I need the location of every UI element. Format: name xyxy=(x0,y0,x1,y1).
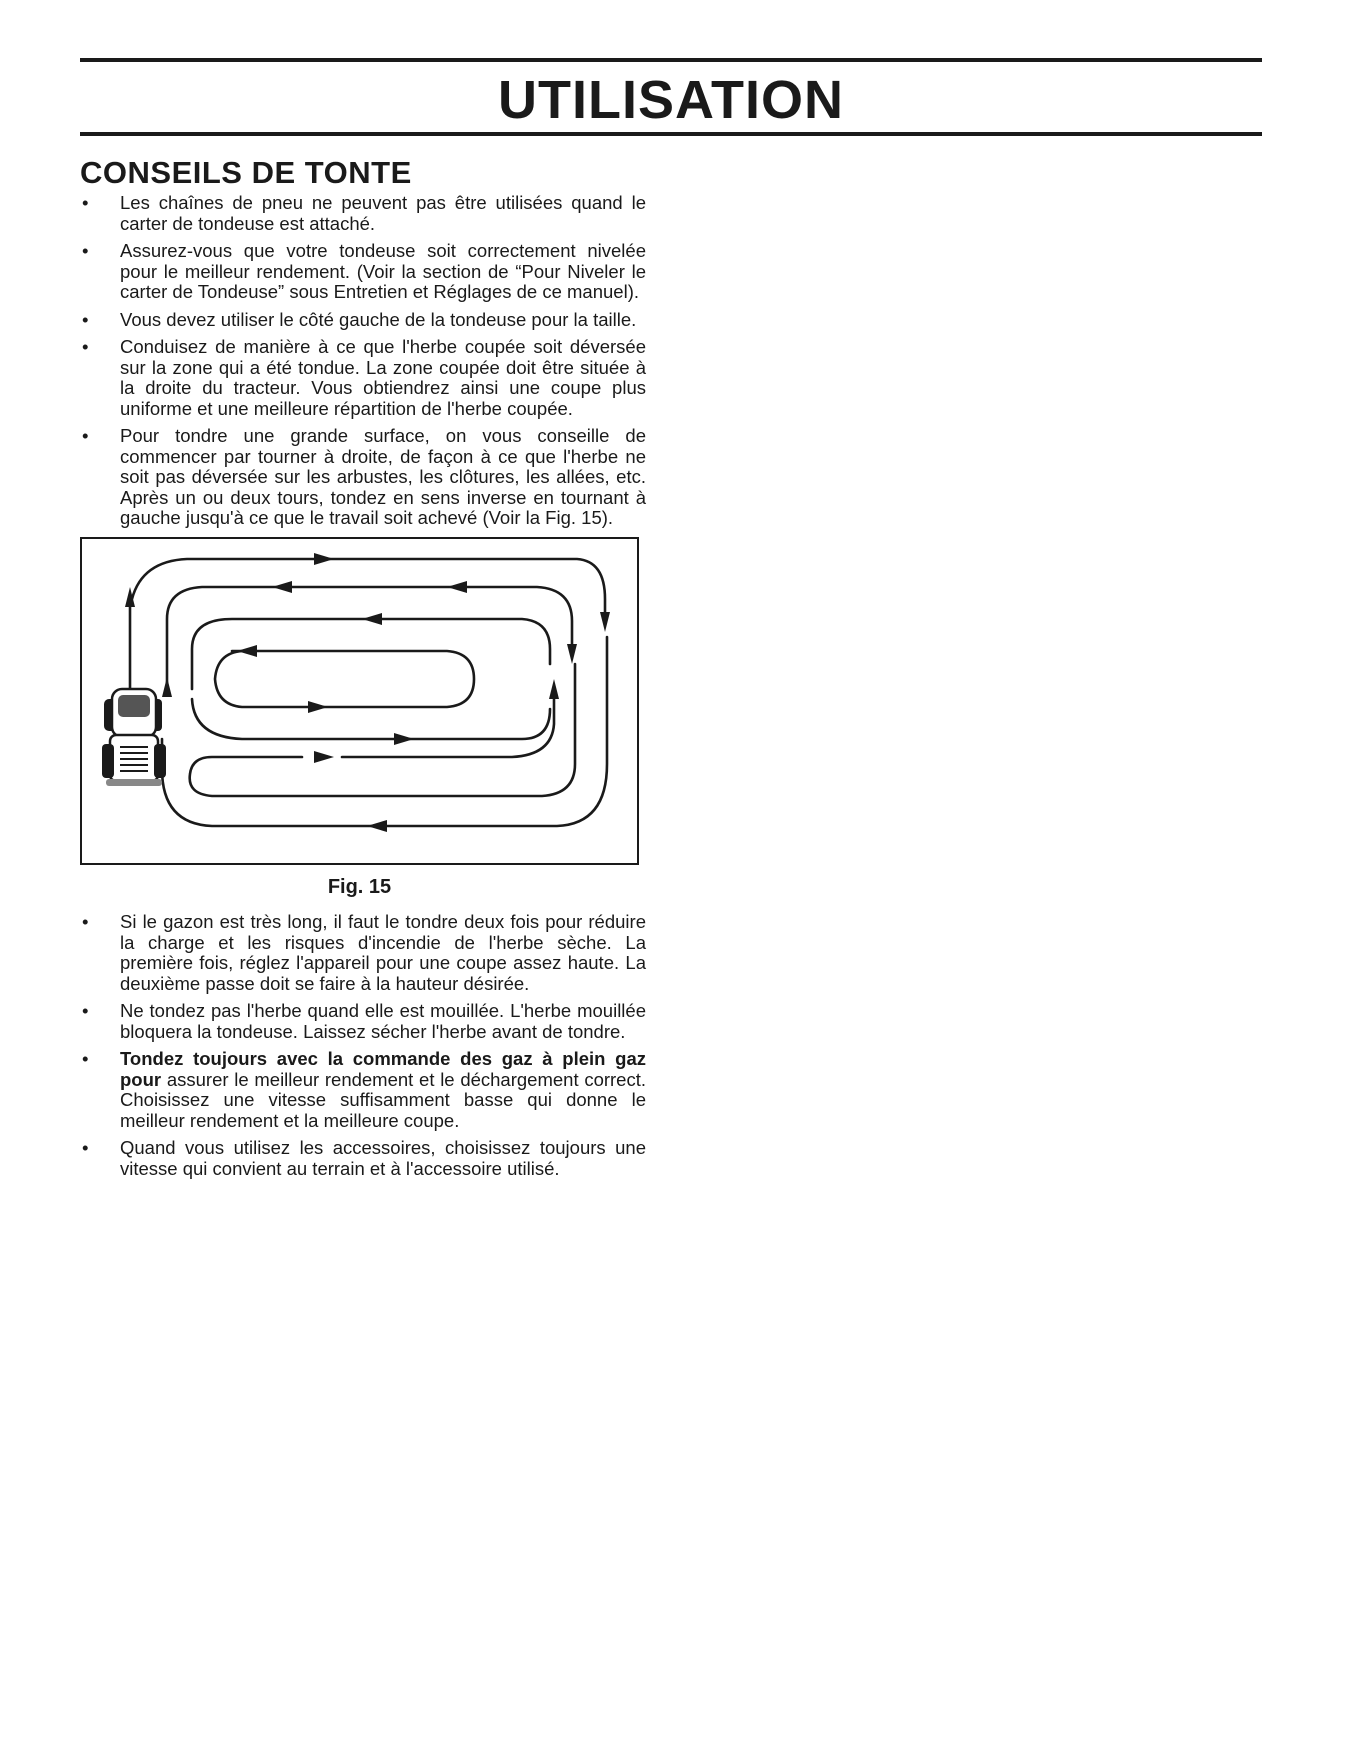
arrow-down-icon xyxy=(600,612,610,632)
list-item: • Pour tondre une grande surface, on vous conseille de commencer par tourner à droite, de façon à ce que l'herbe ne soit pas déversée sur les arbustes, les clôtures, les allées, etc. Après un ou deux tours, tondez en sens inverse en tournant à gauche jusqu'à ce que le travail soit achevé (Voir la Fig. 15). xyxy=(82,425,646,528)
emphasis-text: Tondez toujours avec la commande des gaz à plein gaz pour xyxy=(120,1048,646,1090)
arrow-up-icon xyxy=(549,679,559,699)
arrow-right-icon xyxy=(314,751,334,763)
riding-mower-icon xyxy=(102,689,166,786)
list-item: • Si le gazon est très long, il faut le tondre deux fois pour réduire la charge et les risques d'incendie de l'herbe sèche. La première fois, réglez l'appareil pour une coupe assez haute. La deuxième passe doit se faire à la hauteur désirée. xyxy=(82,911,646,994)
mowing-tips-list-bottom xyxy=(80,912,646,1186)
arrow-up-icon xyxy=(162,677,172,697)
path-outer-top xyxy=(132,559,605,612)
list-item: • Quand vous utilisez les accessoires, choisissez toujours une vitesse qui convient au terrain et à l'accessoire utilisé. xyxy=(82,1137,646,1179)
arrow-left-icon xyxy=(362,613,382,625)
bullet-icon: • xyxy=(82,425,89,446)
mowing-path-diagram xyxy=(82,539,637,863)
arrow-left-icon xyxy=(367,820,387,832)
path-third-right xyxy=(192,699,550,739)
list-item: • Ne tondez pas l'herbe quand elle est mouillée. L'herbe mouillée bloquera la tondeuse. Laissez sécher l'herbe avant de tondre. xyxy=(82,1000,646,1042)
bullet-icon: • xyxy=(82,240,89,261)
header-rule-top xyxy=(80,58,1262,62)
figure-caption: Fig. 15 xyxy=(327,876,392,898)
bullet-icon: • xyxy=(82,308,89,330)
arrow-left-icon xyxy=(447,581,467,593)
bullet-icon: • xyxy=(82,1048,89,1069)
bullet-icon: • xyxy=(82,911,89,932)
path-second-right xyxy=(190,664,575,796)
list-item: • Tondez toujours avec la commande des gaz à plein gaz pour assurer le meilleur rendement et le déchargement correct. Choisissez une vitesse suffisamment basse qui donne le meilleur rendement et la meilleure coupe. xyxy=(82,1048,646,1131)
arrow-down-icon xyxy=(567,644,577,664)
arrow-right-icon xyxy=(394,733,414,745)
arrow-right-icon xyxy=(314,553,334,565)
bullet-icon: • xyxy=(82,192,89,213)
arrow-right-icon xyxy=(308,701,328,713)
arrow-left-icon xyxy=(272,581,292,593)
path-inner xyxy=(215,651,474,707)
path-outer-right xyxy=(162,637,607,826)
list-item: • Les chaînes de pneu ne peuvent pas être utilisées quand le carter de tondeuse est attaché. xyxy=(82,192,646,234)
header-rule-bottom xyxy=(80,132,1262,136)
bullet-icon: • xyxy=(82,1000,89,1021)
bullet-icon: • xyxy=(82,1137,89,1158)
list-item: • Assurez-vous que votre tondeuse soit correctement nivelée pour le meilleur rendement. (Voir la section de “Pour Niveler le carter de Tondeuse” sous Entretien et Réglages de ce manuel). xyxy=(82,240,646,302)
arrow-left-icon xyxy=(237,645,257,657)
section-title: CONSEILS DE TONTE xyxy=(80,155,412,190)
list-item: • Conduisez de manière à ce que l'herbe coupée soit déversée sur la zone qui a été tondue. La zone coupée doit être située à la droite du tracteur. Vous obtiendrez ainsi une coupe plus uniforme et une meilleure répartition de l'herbe coupée. xyxy=(82,336,646,419)
bullet-icon: • xyxy=(82,336,89,357)
path-third-top xyxy=(192,619,550,689)
page-title: UTILISATION xyxy=(498,70,844,130)
list-item: • Vous devez utiliser le côté gauche de la tondeuse pour la taille. xyxy=(82,308,637,330)
mowing-pattern-figure xyxy=(80,537,639,865)
mowing-tips-list-top xyxy=(80,193,646,536)
direction-arrows xyxy=(125,553,610,832)
path-second-top xyxy=(167,587,572,694)
